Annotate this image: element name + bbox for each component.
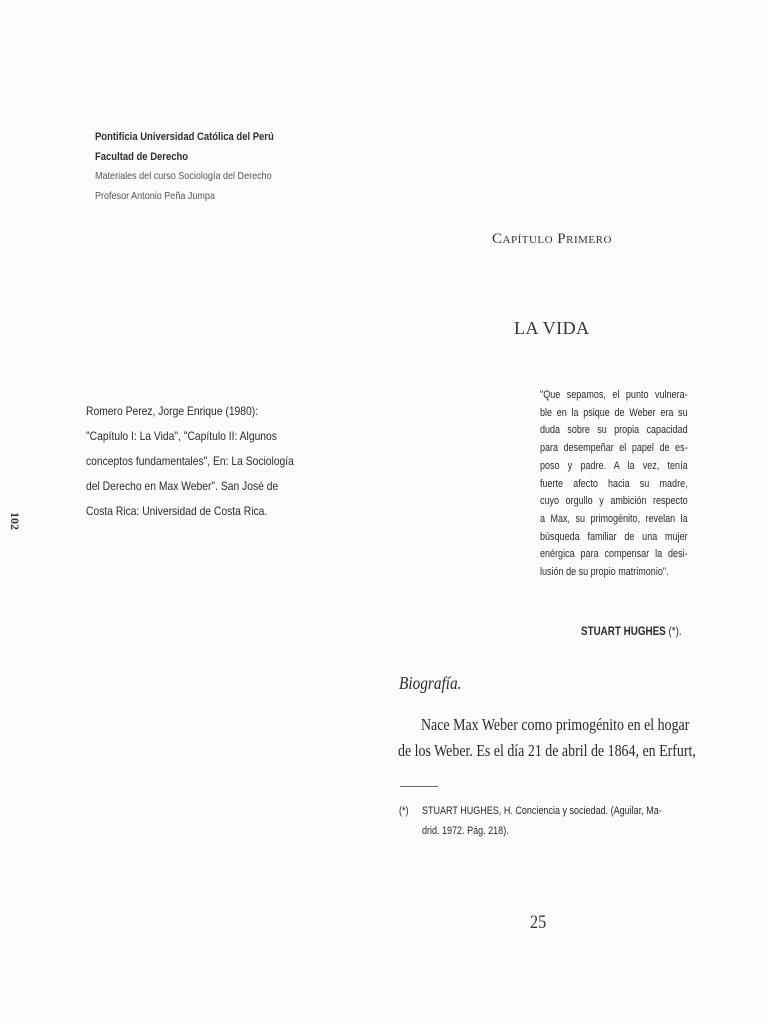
epigraph-line: "Que sepamos, el punto vulnera- bbox=[540, 389, 688, 401]
epigraph-author-name: STUART HUGHES bbox=[581, 624, 666, 638]
epigraph-line: ble en la psique de Weber era su bbox=[540, 406, 688, 419]
footnote-line bbox=[399, 801, 662, 821]
epigraph-line: a Max, su primogénito, revelan la bbox=[540, 512, 688, 525]
section-heading: Biografía. bbox=[399, 673, 462, 693]
epigraph-line: enérgica para compensar la desi- bbox=[540, 548, 688, 561]
footnote-line bbox=[399, 821, 645, 841]
document-header bbox=[95, 128, 353, 206]
epigraph-line: lusión de su propio matrimonio". bbox=[540, 566, 669, 579]
footnote-separator bbox=[400, 786, 438, 787]
body-line: de los Weber. Es el día 21 de abril de 1864, en Erfurt, bbox=[398, 741, 696, 760]
epigraph-author bbox=[581, 624, 682, 638]
citation-text: Romero Perez, Jorge Enrique (1980): "Capítulo I: La Vida", "Capítulo II: Algunos conceptos fundamentales", En: La Sociología del Derecho en Max Weber". San José de Costa Rica: Universidad de Costa Rica. bbox=[86, 404, 294, 518]
source-citation bbox=[86, 399, 310, 524]
footnote bbox=[399, 801, 699, 841]
epigraph-footnote-mark: (*). bbox=[668, 624, 682, 638]
page-number: 25 bbox=[530, 912, 547, 933]
body-line: Nace Max Weber como primogénito en el hogar bbox=[420, 715, 690, 734]
footnote-mark: (*) bbox=[399, 805, 409, 817]
epigraph-line: duda sobre su propia capacidad bbox=[540, 424, 688, 437]
epigraph-line: para desempeñar el papel de es- bbox=[540, 442, 688, 455]
chapter-title: LA VIDA bbox=[514, 318, 590, 338]
footnote-text: drid. 1972. Pág. 218). bbox=[421, 825, 509, 837]
footnote-text: STUART HUGHES, H. Conciencia y sociedad. (Aguilar, Ma- bbox=[421, 805, 662, 817]
faculty-name: Facultad de Derecho bbox=[95, 150, 189, 163]
epigraph-line: cuyo orgullo y ambición respecto bbox=[540, 495, 688, 508]
professor-name: Profesor Antonio Peña Jumpa bbox=[95, 189, 215, 202]
university-name: Pontificia Universidad Católica del Perú bbox=[95, 131, 274, 143]
epigraph bbox=[540, 387, 698, 582]
epigraph-line: fuerte afecto hacia su madre, bbox=[540, 477, 688, 490]
epigraph-line: poso y padre. A la vez, tenía bbox=[540, 459, 688, 472]
course-name: Materiales del curso Sociología del Derecho bbox=[95, 170, 272, 182]
chapter-heading: Capítulo Primero bbox=[492, 231, 612, 247]
side-page-number: 102 bbox=[8, 512, 22, 530]
body-paragraph bbox=[398, 712, 698, 764]
epigraph-line: búsqueda familiar de una mujer bbox=[540, 530, 688, 543]
